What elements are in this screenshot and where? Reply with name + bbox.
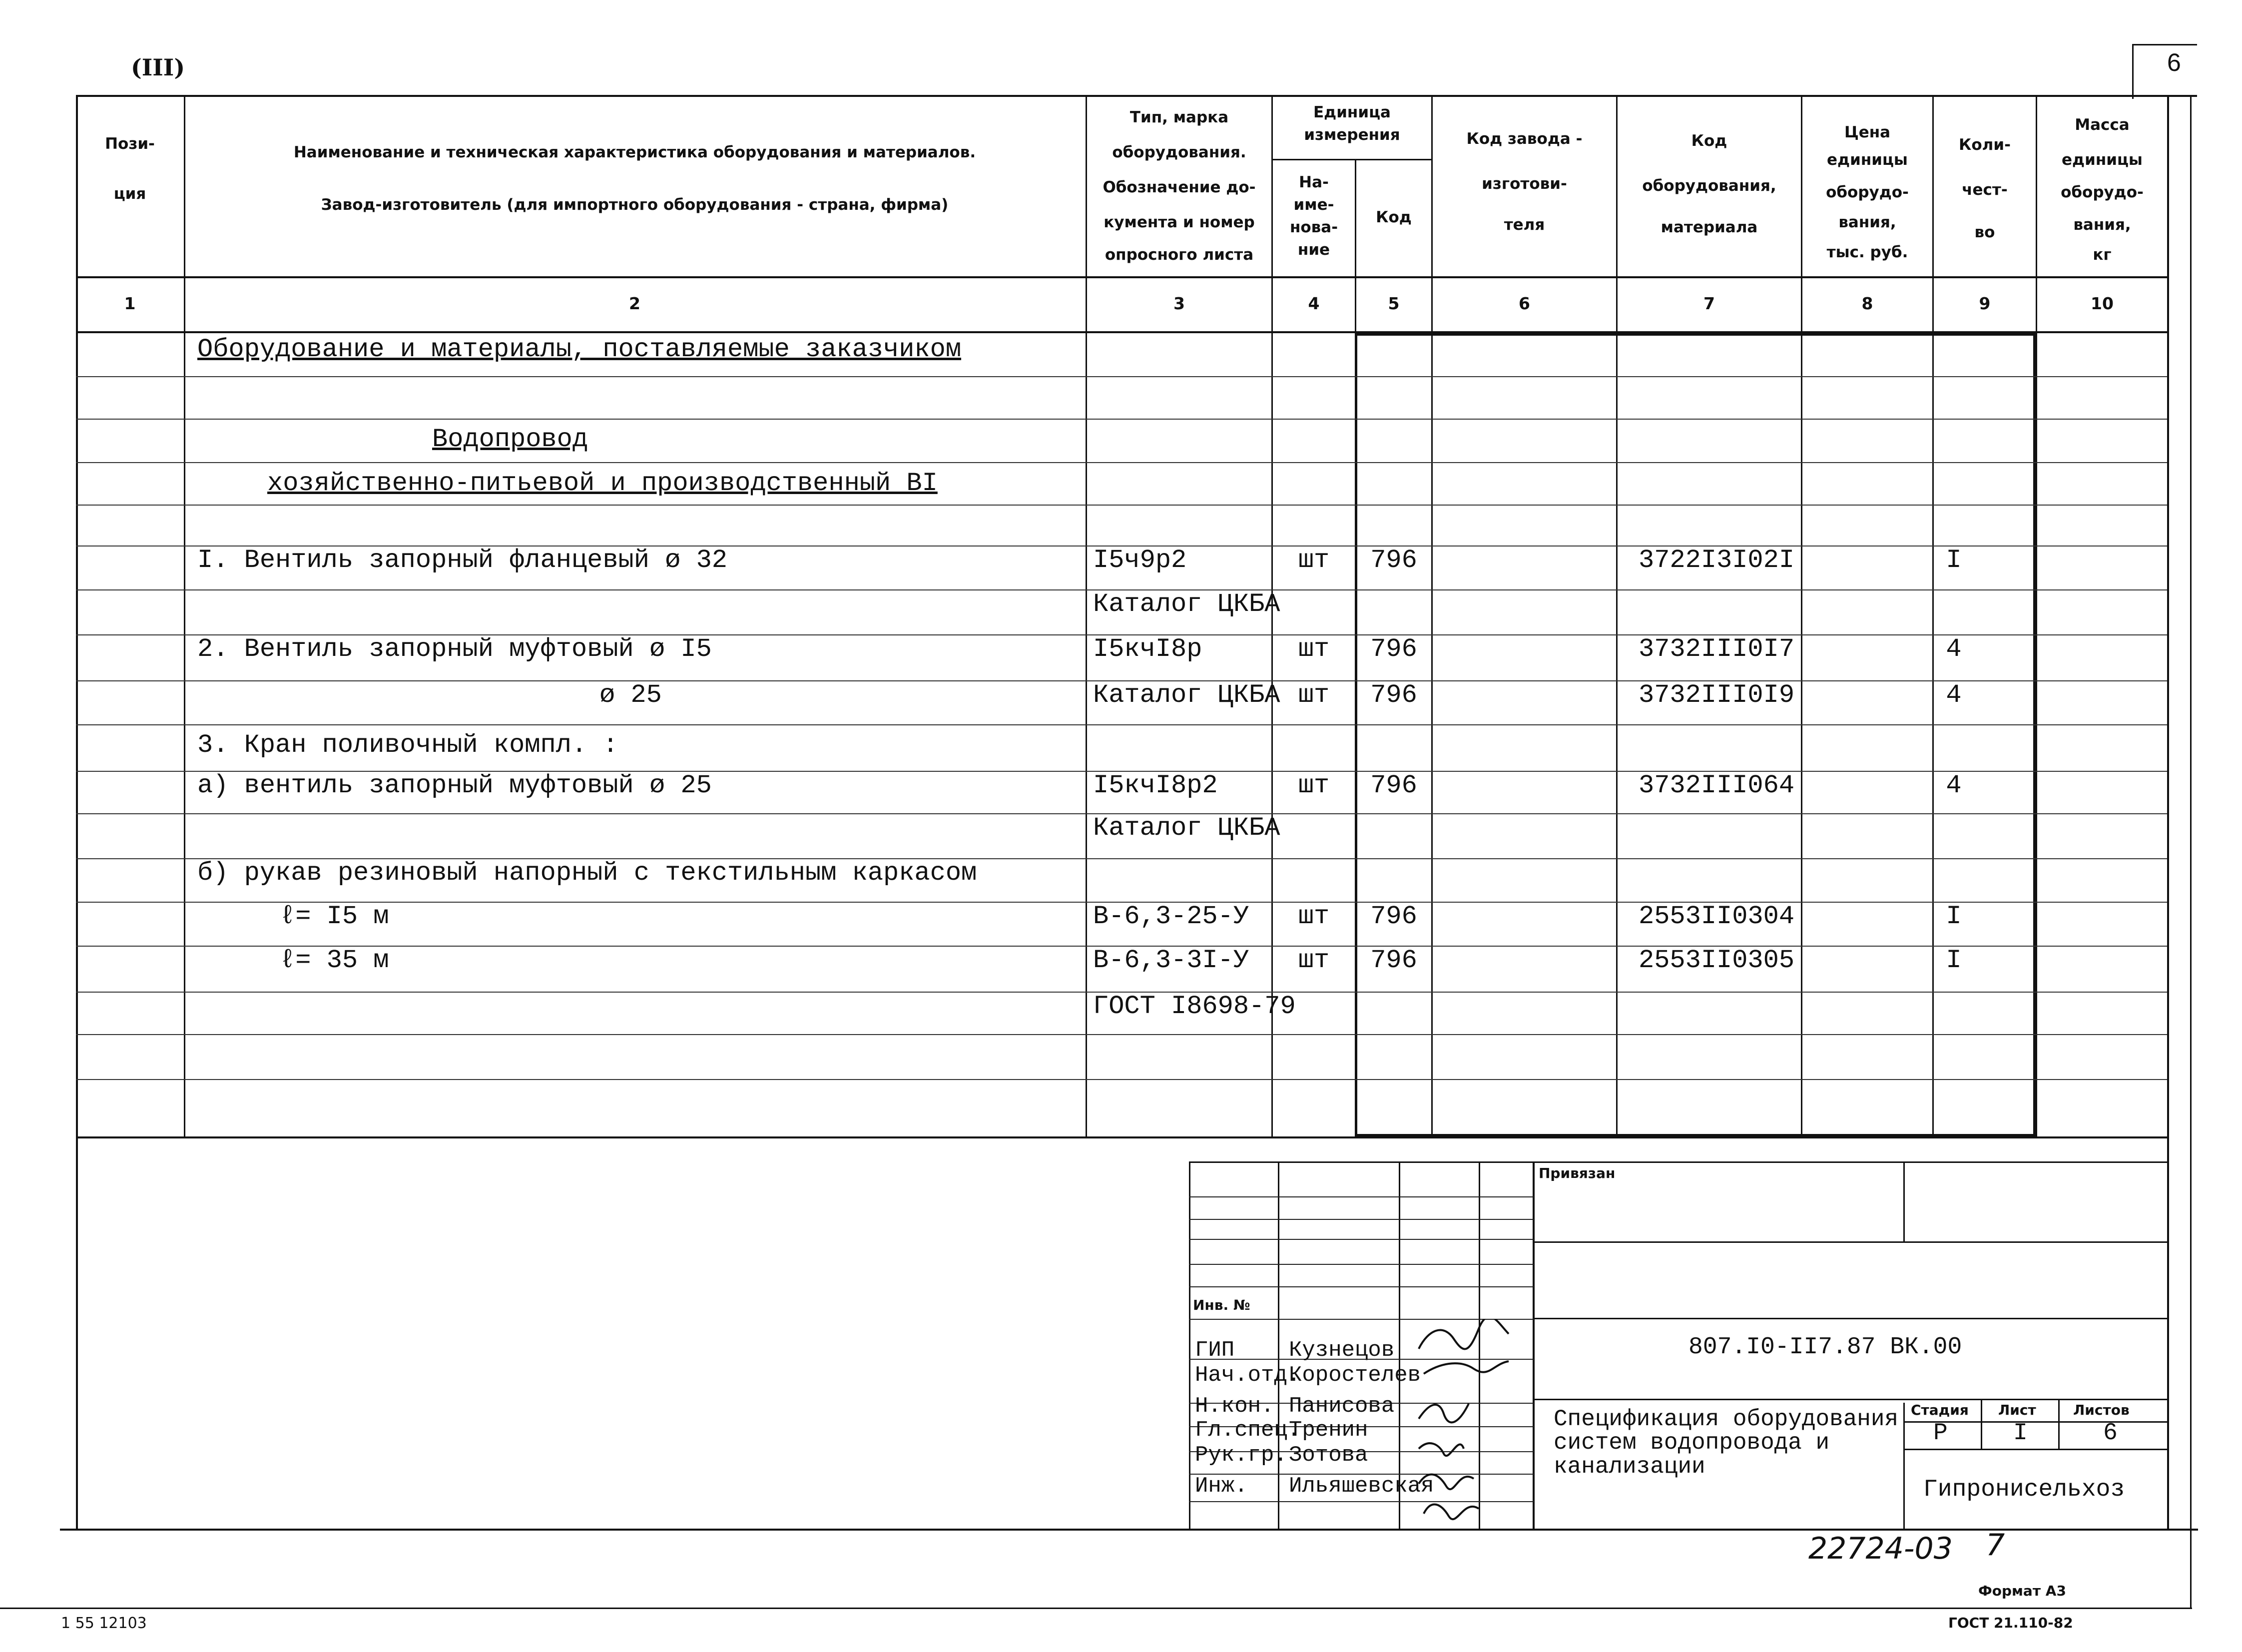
inv-no-label: Инв. № [1193,1297,1250,1313]
left-code: 1 55 12103 [61,1615,147,1632]
stage-label: Стадия [1911,1402,1969,1418]
hdr-mass-b: единицы [2062,151,2143,169]
stamp-person-name: Коростелев [1289,1363,1421,1388]
hdr-type-a: Тип, марка [1129,108,1229,126]
sheet-mark: (III) [131,54,185,81]
hdr-factory-a: Код завода - [1466,130,1583,148]
item-unit: шт [1298,546,1330,575]
row-line-pos [76,813,184,814]
row-line-pos [76,1034,184,1035]
frame-bottom [60,1529,2198,1531]
item-unit-code: 796 [1370,680,1417,710]
stamp-row-line [1189,1264,1534,1265]
stamp-person-name: Кузнецов [1289,1338,1395,1363]
stamp-person-name: Панисова [1289,1394,1395,1419]
handwritten-number: 22724-03 [1808,1531,1953,1566]
doc-code: 807.I0-II7.87 ВК.00 [1688,1334,1962,1361]
item-name: 3. Кран поливочный компл. : [197,730,618,760]
item-unit: шт [1298,771,1330,800]
hdr-mass-e: кг [2093,246,2112,264]
stamp-person-name: Зотова [1289,1443,1368,1468]
row-line [184,1079,2167,1080]
colnum-5: 5 [1388,294,1400,313]
hdr-matcode-c: материала [1661,218,1758,236]
stamp-h-privyaz [1534,1241,2167,1243]
colnum-8: 8 [1861,294,1873,313]
stamp-row-line [1189,1239,1534,1240]
item-unit: шт [1298,634,1330,664]
row-line-pos [76,1079,184,1080]
stamp-v5 [1903,1161,1905,1241]
stamp-v-stage2 [2058,1399,2060,1449]
item-type: I5кчI8р2 [1093,771,1218,800]
row-line-pos [76,376,184,377]
item-name: ø 25 [599,680,662,710]
item-name: 2. Вентиль запорный муфтовый ø I5 [197,634,712,664]
row-line-pos [76,680,184,681]
hdr-unitname-c: нова- [1289,218,1338,236]
item-quantity: I [1946,902,1962,931]
page-number-box [2132,44,2134,99]
gost-label: ГОСТ 21.110-82 [1948,1615,2073,1631]
stage-value: Р [1933,1420,1948,1447]
item-type: Каталог ЦКБА [1093,680,1280,710]
item-quantity: I [1946,546,1962,575]
subtitle-1: Водопровод [432,425,588,454]
sheet-label: Лист [1998,1402,2036,1418]
page-number-box-top [2132,44,2197,45]
hdr-unitcode: Код [1376,208,1412,226]
data-box [1355,333,2036,1136]
col-line-1 [184,95,185,1137]
hdr-qty-a: Коли- [1959,136,2011,154]
item-unit-code: 796 [1370,634,1417,664]
frame-right [2167,95,2169,1530]
item-name: I. Вентиль запорный фланцевый ø 32 [197,546,727,575]
stamp-role: ГИП [1195,1338,1235,1363]
item-type: Каталог ЦКБА [1093,813,1280,843]
hdr-unit-b: измерения [1304,126,1400,144]
colnum-10: 10 [2091,294,2114,313]
row-line-pos [76,462,184,463]
item-type: В-6,3-25-У [1093,902,1249,931]
hdr-matcode-a: Код [1691,132,1727,150]
item-material-code: 2553II0305 [1639,946,1795,975]
doc-title-1: Спецификация оборудования [1554,1406,1899,1432]
row-line-pos [76,771,184,772]
row-line-pos [76,634,184,635]
row-line-pos [76,589,184,590]
hdr-type-c: Обозначение до- [1103,178,1256,196]
item-quantity: 4 [1946,771,1962,800]
hdr-mass-a: Масса [2075,116,2130,134]
hdr-name-a: Наименование и техническая характеристика оборудования и материалов. [293,143,976,161]
stamp-role: Н.кон. [1195,1394,1274,1419]
stamp-role: Инж. [1195,1474,1248,1499]
item-unit-code: 796 [1370,902,1417,931]
hdr-unitname-b: име- [1293,196,1334,214]
item-type: I5ч9р2 [1093,546,1187,575]
stamp-person-name: Ильяшевская [1289,1474,1434,1499]
hdr-price-e: тыс. руб. [1826,243,1908,261]
hdr-qty-b: чест- [1962,181,2008,199]
doc-title-2: систем водопровода и [1554,1430,1830,1456]
item-unit: шт [1298,680,1330,710]
row-line [184,376,2167,377]
hdr-name-b: Завод-изготовитель (для импортного оборудования - страна, фирма) [321,196,949,214]
unit-split [1271,159,1431,160]
item-type: Каталог ЦКБА [1093,589,1280,619]
row-line-pos [76,902,184,903]
colnum-9: 9 [1979,294,1991,313]
hdr-unitname-d: ние [1297,241,1330,259]
stamp-h-stage2 [1903,1449,2167,1450]
colnum-7: 7 [1703,294,1715,313]
item-material-code: 3732III064 [1639,771,1795,800]
hdr-mass-c: оборудо- [2061,183,2144,201]
item-unit-code: 796 [1370,946,1417,975]
item-quantity: 4 [1946,680,1962,710]
sheets-value: 6 [2103,1420,2118,1447]
row-line [184,462,2167,463]
item-material-code: 3732III0I9 [1639,680,1795,710]
item-quantity: 4 [1946,634,1962,664]
colnum-1: 1 [124,294,136,313]
privyazan-label: Привязан [1539,1165,1616,1181]
stamp-person-name: Тренин [1289,1418,1368,1443]
row-line-pos [76,419,184,420]
row-line [184,419,2167,420]
row-line-pos [76,858,184,859]
hdr-mass-d: вания, [2073,216,2131,234]
item-name: ℓ= 35 м [280,946,389,975]
item-quantity: I [1946,946,1962,975]
hdr-factory-c: теля [1504,216,1545,234]
colnum-3: 3 [1173,294,1185,313]
doc-title-3: канализации [1554,1454,1705,1480]
row-line-pos [76,724,184,725]
hdr-pos-a: Пози- [105,135,155,153]
item-unit-code: 796 [1370,546,1417,575]
item-name: б) рукав резиновый напорный с текстильным каркасом [197,858,977,888]
hdr-matcode-b: оборудования, [1642,177,1776,195]
stamp-h-title [1534,1399,2167,1400]
row-line-pos [76,946,184,947]
item-material-code: 3732III0I7 [1639,634,1795,664]
stamp-role: Нач.отд. [1195,1363,1301,1388]
signatures [1409,1319,1519,1529]
sheets-label: Листов [2073,1402,2130,1418]
stamp-row-line [1189,1286,1534,1287]
outer-bottom-edge [0,1608,2192,1609]
colnum-4: 4 [1308,294,1320,313]
outer-right-edge [2190,95,2192,1609]
hdr-unitname-a: На- [1299,173,1329,191]
item-type: ГОСТ I8698-79 [1093,992,1296,1021]
item-type: В-6,3-3I-У [1093,946,1249,975]
stamp-top [1189,1161,2167,1163]
subtitle-2: хозяйственно-питьевой и производственный ВI [267,469,938,498]
item-material-code: 3722I3I02I [1639,546,1795,575]
colnum-2: 2 [629,294,640,313]
hdr-pos-b: ция [113,185,146,203]
page-number: 6 [2167,48,2181,76]
hdr-price-b: единицы [1827,151,1908,169]
row-line-pos [76,505,184,506]
sheet-value: I [2013,1420,2028,1447]
row-line [184,1034,2167,1035]
item-unit-code: 796 [1370,771,1417,800]
hdr-qty-c: во [1974,223,1995,241]
frame-top [76,95,2197,97]
stamp-v-stage1 [1981,1399,1982,1449]
hdr-price-a: Цена [1844,123,1891,141]
row-line [184,724,2167,725]
hdr-factory-b: изготови- [1482,175,1567,193]
stamp-role: Рук.гр. [1195,1443,1287,1468]
stamp-row-line [1189,1196,1534,1197]
header-bottom [76,276,2167,278]
item-material-code: 2553II0304 [1639,902,1795,931]
hdr-price-d: вания, [1838,213,1896,231]
handwritten-sheet: 7 [1986,1528,2005,1563]
stamp-row-line [1189,1219,1534,1220]
colnum-6: 6 [1519,294,1530,313]
hdr-unit-a: Единица [1313,103,1391,121]
row-line-pos [76,992,184,993]
org-name: Гипронисельхоз [1923,1476,2125,1503]
hdr-type-e: опросного листа [1105,246,1254,264]
item-name: ℓ= I5 м [280,902,389,931]
item-unit: шт [1298,946,1330,975]
hdr-price-c: оборудо- [1826,183,1909,201]
item-unit: шт [1298,902,1330,931]
table-bottom [76,1136,2167,1138]
item-name: а) вентиль запорный муфтовый ø 25 [197,771,712,800]
row-line [184,505,2167,506]
format-label: Формат А3 [1978,1583,2066,1599]
row-line-pos [76,546,184,547]
hdr-type-b: оборудования. [1112,143,1246,161]
stamp-role: Гл.спец. [1195,1418,1301,1443]
hdr-type-d: кумента и номер [1104,213,1255,231]
section-title: Оборудование и материалы, поставляемые заказчиком [197,335,962,364]
item-type: I5кчI8р [1093,634,1202,664]
stamp-h-code [1534,1318,2167,1319]
